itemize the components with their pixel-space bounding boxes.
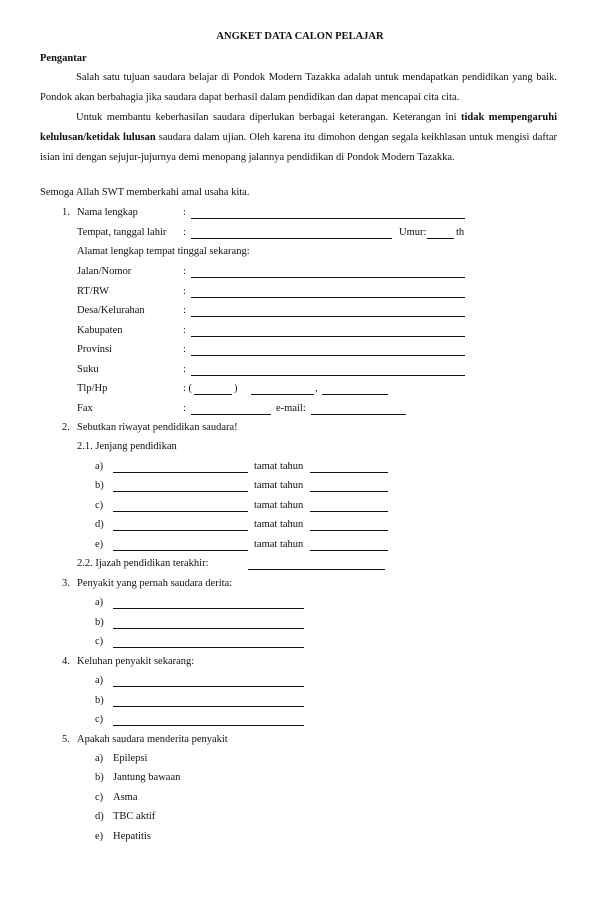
q5-letter: d) [95, 811, 104, 822]
field-provinsi[interactable] [191, 355, 465, 356]
intro-paragraph-2-end: saudara dalam ujian. Oleh karena itu dimohon dengan segala keikhlasan untuk mengisi daftar isian ini dengan sejujur-jujurnya demi menopang jalannya pendidikan di Pondok Modern Tazakka. [40, 132, 557, 163]
label-kabupaten: Kabupaten [77, 325, 123, 336]
q3-letter: a) [95, 597, 104, 608]
field-tlp[interactable] [251, 394, 314, 395]
tlp-close: ) [234, 383, 238, 394]
colon: : [183, 305, 186, 316]
field-desa[interactable] [191, 316, 465, 317]
field-tahun[interactable] [310, 491, 388, 492]
field-keluhan[interactable] [113, 706, 304, 707]
field-kabupaten[interactable] [191, 336, 465, 337]
q3-letter: c) [95, 636, 104, 647]
tlp-open: : ( [183, 383, 193, 394]
q2-letter: b) [95, 480, 104, 491]
field-penyakit[interactable] [113, 608, 304, 609]
q2-sub2: 2.2. Ijazah pendidikan terakhir: [77, 558, 209, 569]
intro-paragraph-2-start: Untuk membantu keberhasilan saudara diperlukan berbagai keterangan. Keterangan ini [76, 112, 461, 123]
comma: , [315, 383, 318, 394]
label-tamat: tamat tahun [254, 539, 304, 550]
q1-number: 1. [62, 207, 70, 218]
option-epilepsi[interactable]: Epilepsi [113, 753, 148, 764]
field-penyakit[interactable] [113, 647, 304, 648]
field-ttl[interactable] [191, 238, 392, 239]
q5-letter: e) [95, 831, 104, 842]
colon: : [183, 207, 186, 218]
label-ttl: Tempat, tanggal lahir [77, 227, 167, 238]
option-jantung-bawaan[interactable]: Jantung bawaan [113, 772, 181, 783]
q4-letter: b) [95, 695, 104, 706]
field-penyakit[interactable] [113, 628, 304, 629]
q2-letter: d) [95, 519, 104, 530]
field-tahun[interactable] [310, 530, 388, 531]
field-fax[interactable] [191, 414, 271, 415]
intro-closing: Semoga Allah SWT memberkahi amal usaha kita. [40, 187, 250, 198]
q5-text: Apakah saudara menderita penyakit [77, 734, 228, 745]
label-tamat: tamat tahun [254, 500, 304, 511]
q4-text: Keluhan penyakit sekarang: [77, 656, 195, 667]
field-nama[interactable] [191, 218, 465, 219]
label-tamat: tamat tahun [254, 461, 304, 472]
field-jenjang[interactable] [113, 491, 248, 492]
q5-letter: c) [95, 792, 104, 803]
q3-number: 3. [62, 578, 70, 589]
q2-letter: e) [95, 539, 104, 550]
field-tlp-area[interactable] [194, 394, 232, 395]
q5-number: 5. [62, 734, 70, 745]
colon: : [183, 286, 186, 297]
field-tahun[interactable] [310, 472, 388, 473]
field-umur[interactable] [427, 238, 454, 239]
q2-letter: c) [95, 500, 104, 511]
field-keluhan[interactable] [113, 686, 304, 687]
q5-letter: a) [95, 753, 104, 764]
field-tahun[interactable] [310, 511, 388, 512]
label-provinsi: Provinsi [77, 344, 113, 355]
q2-number: 2. [62, 422, 70, 433]
label-th: th [456, 227, 465, 238]
field-jenjang[interactable] [113, 550, 248, 551]
option-tbc-aktif[interactable]: TBC aktif [113, 811, 156, 822]
q2-letter: a) [95, 461, 104, 472]
intro-heading: Pengantar [40, 53, 87, 64]
label-tlp: Tlp/Hp [77, 383, 108, 394]
q4-number: 4. [62, 656, 70, 667]
page-title: ANGKET DATA CALON PELAJAR [216, 31, 384, 42]
colon: : [183, 227, 186, 238]
label-jalan: Jalan/Nomor [77, 266, 132, 277]
colon: : [183, 325, 186, 336]
intro-paragraph-2-bold: tidak mempengaruhi kelulusan/ketidak lulusan [40, 112, 557, 143]
colon: : [183, 344, 186, 355]
label-desa: Desa/Kelurahan [77, 305, 145, 316]
label-alamat: Alamat lengkap tempat tinggal sekarang: [77, 246, 250, 257]
field-jenjang[interactable] [113, 530, 248, 531]
colon: : [183, 403, 186, 414]
label-umur: Umur: [399, 227, 427, 238]
q2-text: Sebutkan riwayat pendidikan saudara! [77, 422, 238, 433]
field-keluhan[interactable] [113, 725, 304, 726]
field-hp[interactable] [322, 394, 388, 395]
intro-paragraph-1: Salah satu tujuan saudara belajar di Pondok Modern Tazakka adalah untuk mendapatkan pendidikan yang baik. Pondok akan berbahagia jika saudara dapat berhasil dalam pendidikan dan dapat mencapai cita cita. [40, 72, 557, 103]
q4-letter: a) [95, 675, 104, 686]
q5-letter: b) [95, 772, 104, 783]
q3-text: Penyakit yang pernah saudara derita: [77, 578, 233, 589]
field-ijazah[interactable] [248, 569, 385, 570]
label-rtrw: RT/RW [77, 286, 110, 297]
label-tamat: tamat tahun [254, 519, 304, 530]
colon: : [183, 266, 186, 277]
intro-paragraph-2 [40, 108, 557, 168]
field-suku[interactable] [191, 375, 465, 376]
label-fax: Fax [77, 403, 93, 414]
option-hepatitis[interactable]: Hepatitis [113, 831, 151, 842]
colon: : [183, 364, 186, 375]
option-asma[interactable]: Asma [113, 792, 138, 803]
label-suku: Suku [77, 364, 99, 375]
field-email[interactable] [311, 414, 406, 415]
label-email: e-mail: [276, 403, 306, 414]
field-rtrw[interactable] [191, 297, 465, 298]
label-tamat: tamat tahun [254, 480, 304, 491]
q3-letter: b) [95, 617, 104, 628]
field-tahun[interactable] [310, 550, 388, 551]
label-nama: Nama lengkap [77, 207, 138, 218]
field-jalan[interactable] [191, 277, 465, 278]
q4-letter: c) [95, 714, 104, 725]
field-jenjang[interactable] [113, 511, 248, 512]
field-jenjang[interactable] [113, 472, 248, 473]
q2-sub1: 2.1. Jenjang pendidikan [77, 441, 177, 452]
